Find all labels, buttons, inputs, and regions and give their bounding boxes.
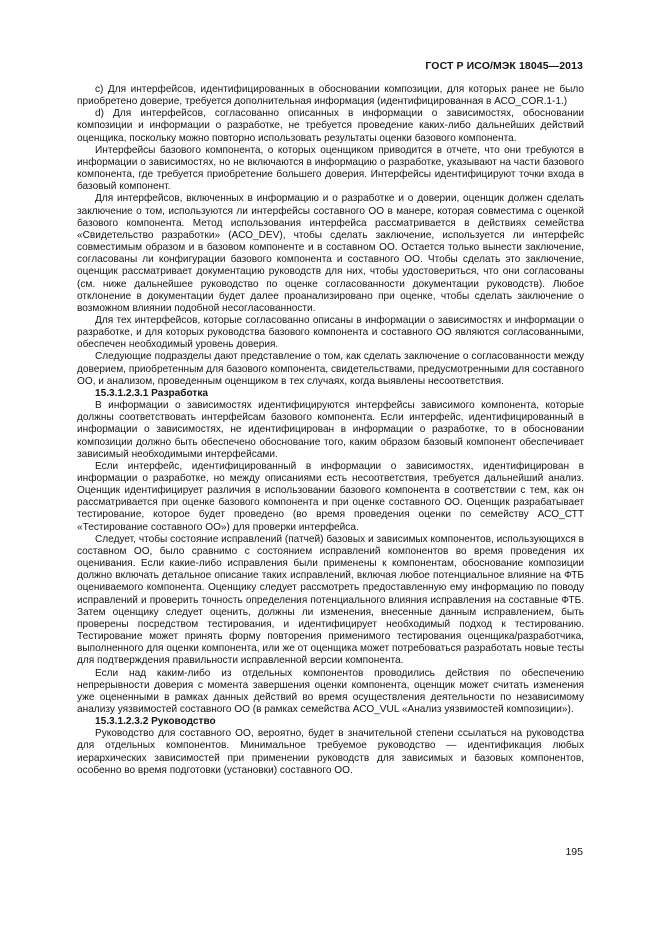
document-body bbox=[77, 84, 584, 777]
document-standard-title: ГОСТ Р ИСО/МЭК 18045—2013 bbox=[425, 60, 583, 72]
paragraph-guidance: Руководство для составного ОО, вероятно, будет в значительной степени ссылаться на руководства для отдельных компонентов. Минимальное требуемое руководство — идентификация любых иерархических зависимостей при применении руководств для зависимых и базовых компонентов, особенно во время подготовки (установки) составного ОО. bbox=[77, 728, 584, 776]
section-heading-development: 15.3.1.2.3.1 Разработка bbox=[95, 387, 209, 399]
paragraph-item-c: c) Для интерфейсов, идентифицированных в обосновании композиции, для которых ранее не было приобретено доверие, требуется дополнительная информация (идентифицированная в АСО_COR.1-1.) bbox=[77, 84, 584, 108]
paragraph-assurance-continuity: Если над каким-либо из отдельных компонентов проводились действия по обеспечению непрерывности доверия с момента завершения оценки компонента, оценщик может считать изменения уже оцененными в рамках данных действий во время осуществления деятельности по независимому анализу уязвимостей составного ОО (в рамках семейства АСО_VUL «Анализ уязвимостей композиции»). bbox=[77, 667, 584, 715]
paragraph-dependency-info: В информации о зависимостях идентифицируются интерфейсы зависимого компонента, которые должны соответствовать интерфейсам базового компонента. Если интерфейс, идентифицированный в информации о зависимостях, не идентифицирован в информации о разработке, то в обосновании композиции должно быть обеспечено обоснование того, каким образом базовый компонент обеспечивает зависимый необходимыми интерфейсами. bbox=[77, 400, 584, 460]
paragraph-subsections-intro: Следующие подразделы дают представление о том, как сделать заключение о согласованности между доверием, приобретенным для базового компонента, свидетельствами, предусмотренными для составного ОО, и анализом, проведенным оценщиком в тех случаях, когда выявлены несоответствия. bbox=[77, 351, 584, 387]
paragraph-consistent-interfaces: Для тех интерфейсов, которые согласованно описаны в информации о зависимостях и информации о разработке, и для которых руководства базового компонента и составного ОО являются согласованными, обеспечен необходимый уровень доверия. bbox=[77, 314, 584, 351]
page-number: 195 bbox=[565, 846, 583, 858]
paragraph-patches: Следует, чтобы состояние исправлений (патчей) базовых и зависимых компонентов, использующихся в составном ОО, было сравнимо с состоянием исправлений компонентов во время проведения их оценивания. Если какие-либо исправления были применены к компонентам, обоснование композиции должно включать детальное описание таких исправлений, включая любое потенциальное влияние на ФТБ оцениваемого компонента. Оценщику следует рассмотреть предоставленную ему информацию по поводу исправлений и проверить точность определения потенциального влияния исправления на составные ФТБ. Затем оценщику следует оценить, должны ли изменения, внесенные данным исправлением, быть проверены посредством тестирования, и идентифицирует необходимый подход к тестированию. Тестирование может принять форму повторения применимого тестирования оценщика/разработчика, выполненного для оценки компонента, или же от оценщика может потребоваться разработать новые тесты для подтверждения правильности исправленной версии компонента. bbox=[77, 533, 584, 667]
paragraph-interfaces-base: Интерфейсы базового компонента, о которых оценщиком приводится в отчете, что они требуются в информации о зависимостях, но не включаются в информацию о разработке, указывают на части базового компонента, где требуется приобретение большего доверия. Интерфейсы идентифицируют точки входа в базовый компонент. bbox=[77, 144, 584, 193]
paragraph-item-d: d) Для интерфейсов, согласованно описанных в информации о зависимостях, обосновании композиции и информации о разработке, не требуется проведение каких-либо дальнейших действий оценщика, поскольку можно повторно использовать результаты оценки базового компонента. bbox=[77, 108, 584, 144]
section-heading-guidance: 15.3.1.2.3.2 Руководство bbox=[95, 716, 216, 728]
paragraph-interfaces-dev: Для интерфейсов, включенных в информацию и о разработке и о доверии, оценщик должен сделать заключение о том, используются ли интерфейсы составного ОО в манере, которая совместима с оценкой базового компонента. Метод использования интерфейса рассматривается в действиях семейства «Свидетельство разработки» (АСО_DEV), чтобы сделать заключение, используется ли интерфейс совместимым образом и в базовом компоненте и в составном ОО. Остается только вынести заключение, согласованы ли конфигурации базового компонента и составного ОО. Чтобы сделать это заключение, оценщик рассматривает документацию руководств для них, чтобы удостовериться, что они согласованы (см. ниже дальнейшее руководство по оценке согласованности документации руководств). Любое отклонение в документации будет далее проанализировано при оценке, чтобы сделать заключение о возможном влиянии подобной несогласованности. bbox=[77, 193, 584, 314]
paragraph-inconsistencies: Если интерфейс, идентифицированный в информации о зависимостях, идентифицирован в информации о разработке, но между описаниями есть несоответствия, требуется дальнейший анализ. Оценщик идентифицирует различия в использовании базового компонента в соответствии с тем, как он рассматривается при оценке базового компонента и при оценке составного ОО. Оценщик разрабатывает тестирование, которое будет проведено (во время проведения оценки по семейству АСО_СТТ «Тестирование составного ОО») для проверки интерфейса. bbox=[77, 460, 584, 533]
